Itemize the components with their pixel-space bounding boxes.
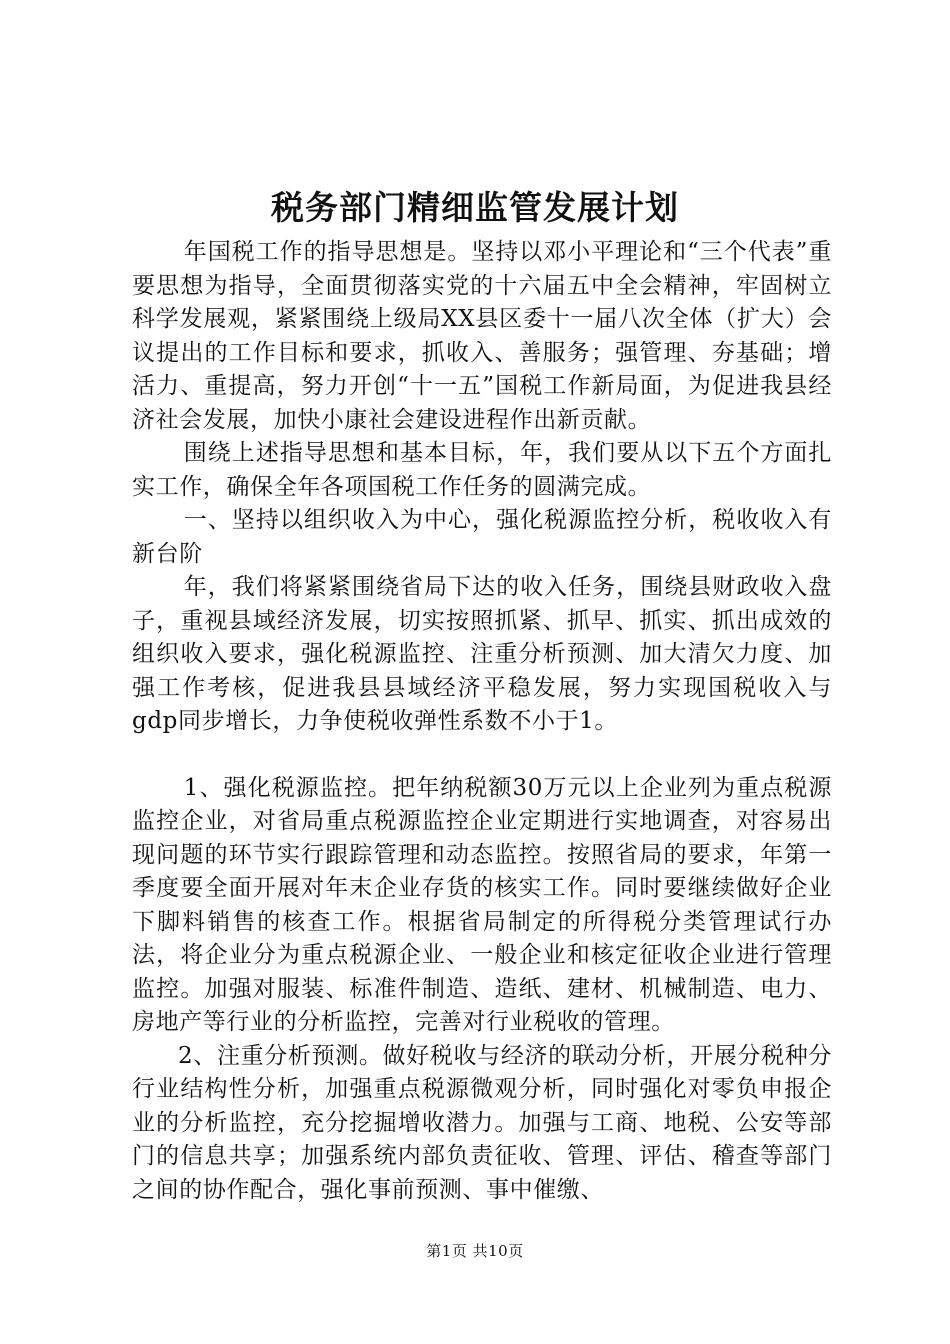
paragraph-item-2-analysis-forecast: 2、注重分析预测。做好税收与经济的联动分析，开展分税种分行业结构性分析，加强重点税源微观分析，同时强化对零负申报企业的分析监控，充分挖掘增收潜力。加强与工商、地税、公安等部门的信息共享；加强系统内部负责征收、管理、评估、稽查等部门之间的协作配合，强化事前预测、事中催缴、 (132, 1042, 832, 1203)
paragraph-guiding-thought: 年国税工作的指导思想是。坚持以邓小平理论和“三个代表”重要思想为指导，全面贯彻落实党的十六届五中全会精神，牢固树立科学发展观，紧紧围绕上级局XX县区委十一届八次全体（扩大）会议提出的工作目标和要求，抓收入、善服务；强管理、夯基础；增活力、重提高，努力开创“十一五”国税工作新局面，为促进我县经济社会发展，加快小康社会建设进程作出新贡献。 (132, 239, 832, 433)
document-title: 税务部门精细监管发展计划 (271, 188, 679, 227)
section-heading-1: 一、坚持以组织收入为中心，强化税源监控分析，税收收入有新台阶 (132, 507, 832, 567)
paragraph-five-aspects: 围绕上述指导思想和基本目标，年，我们要从以下五个方面扎实工作，确保全年各项国税工作任务的圆满完成。 (132, 440, 832, 500)
page-number-footer: 第1页 共10页 (426, 1242, 524, 1260)
document-body (132, 236, 832, 1207)
paragraph-revenue-task: 年，我们将紧紧围绕省局下达的收入任务，围绕县财政收入盘子，重视县域经济发展，切实按照抓紧、抓早、抓实、抓出成效的组织收入要求，强化税源监控、注重分析预测、加大清欠力度、加强工作考核，促进我县县域经济平稳发展，努力实现国税收入与gdp同步增长，力争使税收弹性系数不小于1。 (132, 574, 832, 734)
paragraph-item-1-tax-source-monitoring: 1、强化税源监控。把年纳税额30万元以上企业列为重点税源监控企业，对省局重点税源监控企业定期进行实地调查，对容易出现问题的环节实行跟踪管理和动态监控。按照省局的要求，年第一季度要全面开展对年末企业存货的核实工作。同时要继续做好企业下脚料销售的核查工作。根据省局制定的所得税分类管理试行办法，将企业分为重点税源企业、一般企业和核定征收企业进行管理监控。加强对服装、标准件制造、造纸、建材、机械制造、电力、房地产等行业的分析监控，完善对行业税收的管理。 (132, 774, 832, 1035)
